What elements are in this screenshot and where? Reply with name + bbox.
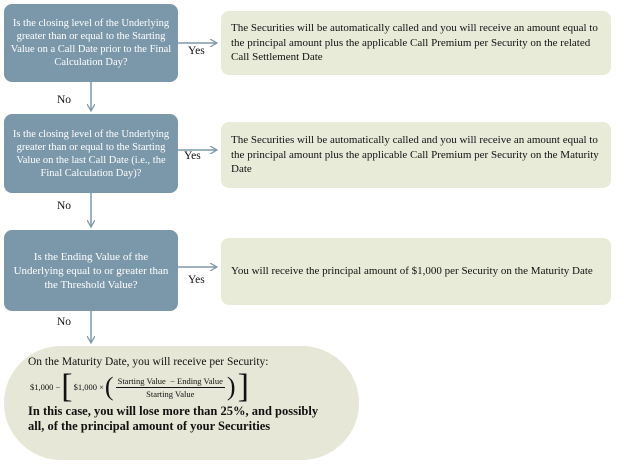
yes-label-2: Yes: [184, 150, 201, 162]
outcome-box-2: [221, 122, 611, 188]
final-outcome-box: [4, 346, 359, 460]
question-box-2: [4, 114, 178, 193]
question-text-1: Is the closing level of the Underlying greater than or equal to the Starting Value on a Call Date prior to the Final Calculation Day?: [10, 18, 172, 68]
right-bracket-glyph: ]: [237, 368, 249, 405]
final-intro: On the Maturity Date, you will receive per Security:: [28, 356, 269, 368]
no-label-3: No: [57, 316, 72, 328]
yes-label-1: Yes: [188, 45, 205, 57]
payout-formula: [30, 368, 335, 405]
question-box-1: [4, 4, 178, 82]
left-bracket-glyph: [: [61, 368, 73, 405]
loss-warning: In this case, you will lose more than 25%, and possibly all, of the principal amount of your Securities: [28, 404, 319, 433]
outcome-text-2: The Securities will be automatically called and you will receive an amount equal to the principal amount plus the applicable Call Premium per Security on the Maturity Date: [231, 134, 599, 176]
right-paren-glyph: ): [226, 372, 236, 401]
outcome-box-1: [221, 11, 611, 75]
outcome-text-1: The Securities will be automatically called and you will receive an amount equal to the principal amount plus the applicable Call Premium per Security on the related Call Settlement Date: [231, 22, 598, 64]
formula-denominator: Starting Value: [146, 388, 195, 399]
question-text-2: Is the closing level of the Underlying greater than or equal to the Starting Value on the last Call Date (i.e., the Final Calculation Day)?: [12, 128, 170, 179]
no-label-1: No: [57, 94, 72, 106]
outcome-text-3: You will receive the principal amount of $1,000 per Security on the Maturity Date: [231, 265, 593, 278]
question-text-3: Is the Ending Value of the Underlying equal to or greater than the Threshold Value?: [13, 250, 169, 291]
left-paren-glyph: (: [104, 372, 114, 401]
formula-numerator: Starting Value − Ending Value: [117, 375, 223, 386]
formula-inner: $1,000 ×: [73, 382, 104, 392]
formula-lead: $1,000 −: [30, 382, 61, 392]
formula-fraction: [116, 376, 225, 399]
question-box-3: [4, 230, 178, 311]
yes-label-3: Yes: [188, 274, 205, 286]
no-label-2: No: [57, 200, 72, 212]
outcome-box-3: [221, 238, 611, 305]
